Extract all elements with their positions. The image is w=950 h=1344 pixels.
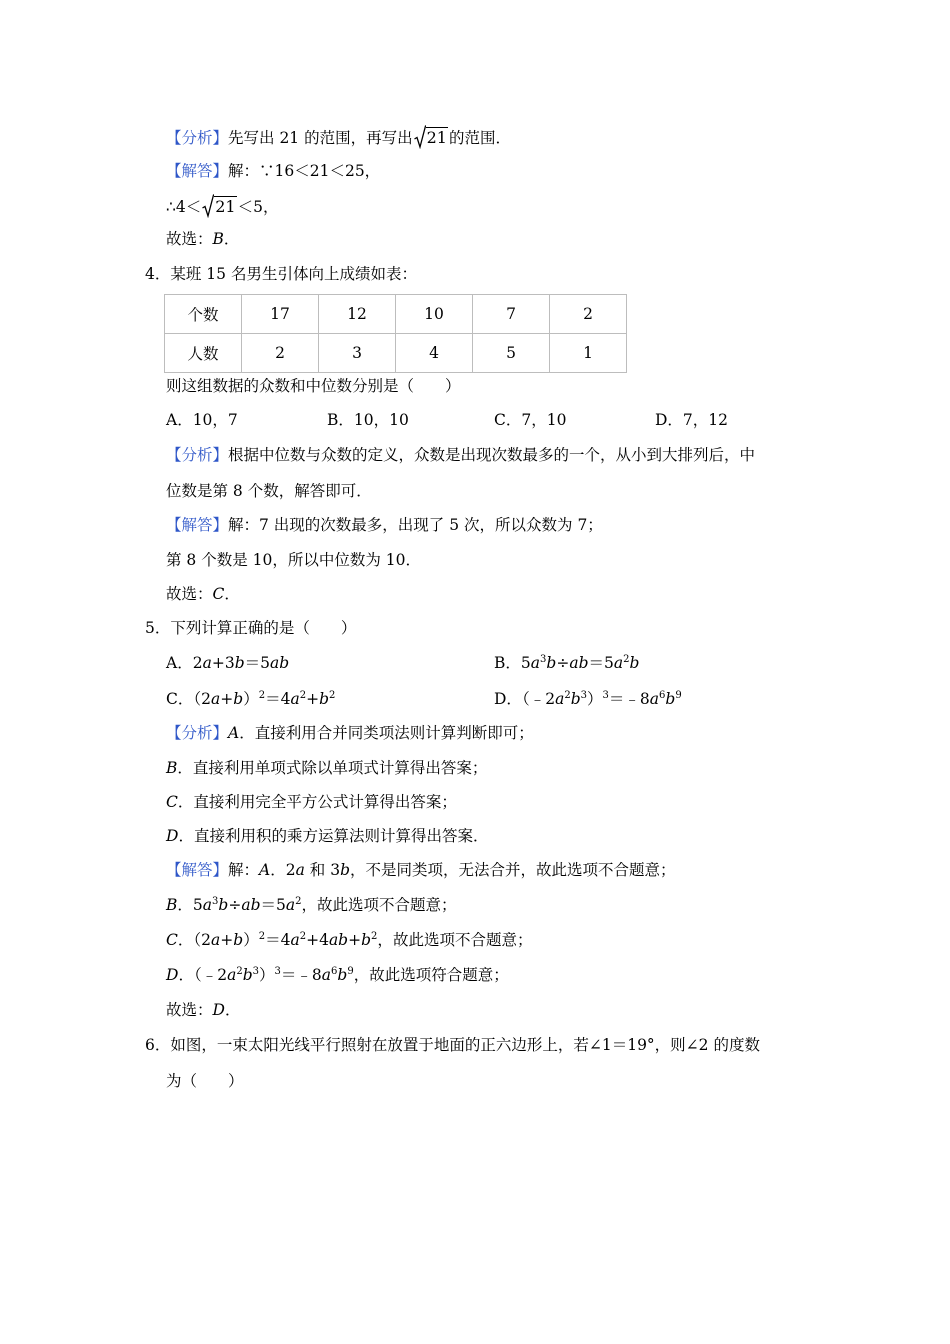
q4-question: 则这组数据的众数和中位数分别是（ ） — [166, 377, 461, 395]
q3-answer: 【解答】解：∵16＜21＜25， — [166, 162, 381, 180]
q4-score-table — [164, 294, 627, 373]
q3-analysis: 【分析】先写出 21 的范围，再写出 21 的范围． — [166, 128, 511, 147]
q4-option-c: C．7，10 — [494, 411, 567, 429]
q5-stem: 5．下列计算正确的是（ ） — [145, 619, 357, 637]
table-cell: 3 — [319, 334, 396, 373]
sqrt-21: 21 — [202, 196, 236, 217]
analysis-tag: 【分析】 — [166, 724, 229, 742]
table-cell: 2 — [242, 334, 319, 373]
q5-analysis: 【分析】A．直接利用合并同类项法则计算判断即可； — [166, 724, 534, 742]
answer-tag: 【解答】 — [166, 516, 229, 534]
q4-analysis: 【分析】根据中位数与众数的定义，众数是出现次数最多的一个，从小到大排列后，中 — [166, 446, 756, 464]
table-cell: 5 — [473, 334, 550, 373]
table-row — [165, 295, 627, 334]
q5-choice: 故选：D． — [166, 1001, 241, 1019]
q5-answer-c: C．$(2a+b)^2=4a^2+4ab+b^2$，故此选项不合题意； — [166, 931, 533, 949]
q4-analysis-line2: 位数是第 8 个数，解答即可． — [166, 482, 372, 500]
q4-answer-line2: 第 8 个数是 10，所以中位数为 10． — [166, 551, 422, 569]
q5-option-d: D．$(﹣2a^2b^3)^3=﹣8a^6b^9$ — [494, 690, 682, 708]
table-row — [165, 334, 627, 373]
q5-option-a: A．2a+3b＝5ab — [166, 654, 290, 672]
q4-stem: 4．某班 15 名男生引体向上成绩如表： — [145, 265, 417, 283]
q5-analysis-b: B．直接利用单项式除以单项式计算得出答案； — [166, 759, 488, 777]
q5-answer-d: D．$(﹣2a^2b^3)^3=﹣8a^6b^9$，故此选项符合题意； — [166, 966, 509, 984]
q4-choice: 故选：C． — [166, 585, 240, 603]
answer-tag: 【解答】 — [166, 861, 229, 879]
table-cell: 1 — [550, 334, 627, 373]
table-cell: 10 — [396, 295, 473, 334]
q5-answer-b: B．$5a^3b\div ab=5a^2$，故此选项不合题意； — [166, 896, 457, 914]
q3-answer-line2: ∴4＜ 21 ＜5， — [166, 197, 279, 216]
table-cell: 12 — [319, 295, 396, 334]
q4-answer: 【解答】解：7 出现的次数最多，出现了 5 次，所以众数为 7； — [166, 516, 603, 534]
q5-analysis-c: C．直接利用完全平方公式计算得出答案； — [166, 793, 457, 811]
q5-option-b: B．$5a^3b\div ab=5a^2b$ — [494, 654, 640, 672]
answer-tag: 【解答】 — [166, 162, 229, 180]
table-cell: 个数 — [165, 295, 242, 334]
q4-option-d: D．7，12 — [655, 411, 729, 429]
q4-option-b: B．10，10 — [327, 411, 409, 429]
q5-answer-a: 【解答】解：A．2a 和 3b，不是同类项，无法合并，故此选项不合题意； — [166, 861, 676, 879]
analysis-tag: 【分析】 — [166, 446, 229, 464]
q3-choice: 故选：B． — [166, 230, 240, 248]
table-cell: 4 — [396, 334, 473, 373]
table-cell: 7 — [473, 295, 550, 334]
sqrt-21: 21 — [414, 127, 448, 148]
q6-stem-line2: 为（ ） — [166, 1072, 244, 1090]
analysis-tag: 【分析】 — [166, 129, 229, 147]
table-cell: 17 — [242, 295, 319, 334]
q5-option-c: C．$(2a+b)^2=4a^2+b^2$ — [166, 690, 336, 708]
table-cell: 人数 — [165, 334, 242, 373]
table-cell: 2 — [550, 295, 627, 334]
q5-analysis-d: D．直接利用积的乘方运算法则计算得出答案． — [166, 827, 489, 845]
q4-option-a: A．10，7 — [166, 411, 238, 429]
q6-stem: 6．如图，一束太阳光线平行照射在放置于地面的正六边形上，若∠1＝19°，则∠2 的度数 — [145, 1036, 760, 1054]
